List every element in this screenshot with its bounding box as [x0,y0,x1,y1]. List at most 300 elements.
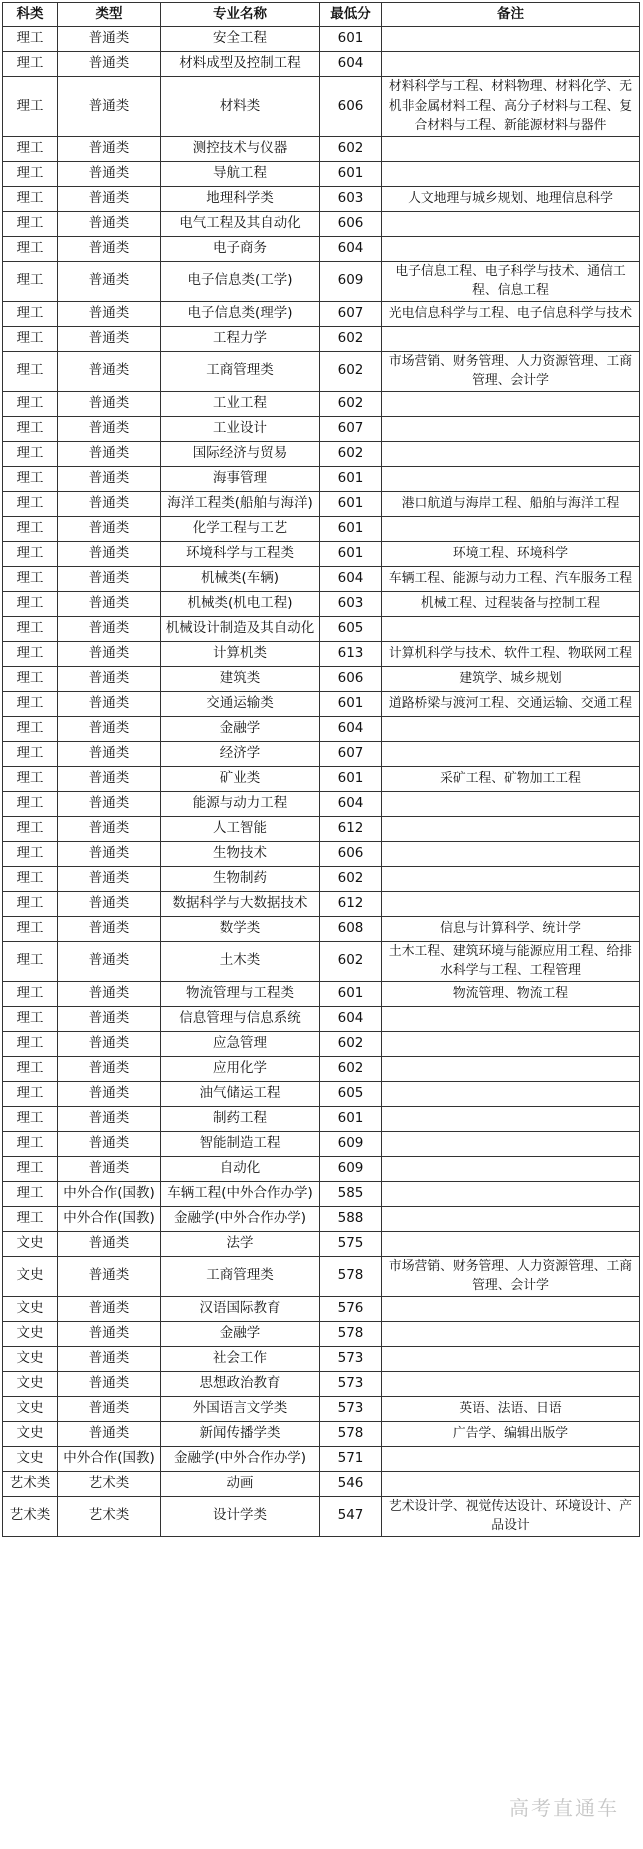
table-row [3,466,640,491]
cell-remarks: 广告学、编辑出版学 [382,1421,640,1446]
cell-type: 普通类 [58,1081,161,1106]
cell-remarks [382,1181,640,1206]
cell-remarks [382,1056,640,1081]
cell-type: 普通类 [58,791,161,816]
cell-remarks: 市场营销、财务管理、人力资源管理、工商管理、会计学 [382,351,640,391]
cell-category: 理工 [3,616,58,641]
cell-min-score: 607 [320,416,382,441]
cell-min-score: 546 [320,1471,382,1496]
cell-major: 机械类(车辆) [161,566,320,591]
cell-category: 理工 [3,941,58,981]
table-row [3,691,640,716]
cell-type: 普通类 [58,261,161,301]
cell-remarks [382,741,640,766]
cell-type: 普通类 [58,1156,161,1181]
cell-remarks [382,1131,640,1156]
cell-major: 生物制药 [161,866,320,891]
cell-category: 理工 [3,236,58,261]
cell-category: 文史 [3,1231,58,1256]
table-row [3,1131,640,1156]
cell-category: 理工 [3,541,58,566]
cell-min-score: 609 [320,1131,382,1156]
cell-remarks [382,1106,640,1131]
cell-category: 理工 [3,891,58,916]
cell-remarks [382,416,640,441]
table-row [3,1471,640,1496]
cell-min-score: 571 [320,1446,382,1471]
table-row [3,27,640,52]
cell-type: 普通类 [58,351,161,391]
cell-remarks: 光电信息科学与工程、电子信息科学与技术 [382,301,640,326]
cell-type: 普通类 [58,1131,161,1156]
cell-min-score: 585 [320,1181,382,1206]
cell-major: 应急管理 [161,1031,320,1056]
cell-min-score: 603 [320,591,382,616]
cell-category: 理工 [3,641,58,666]
cell-min-score: 602 [320,136,382,161]
cell-type: 普通类 [58,766,161,791]
table-row [3,77,640,137]
cell-remarks [382,616,640,641]
cell-type: 普通类 [58,1346,161,1371]
cell-type: 普通类 [58,52,161,77]
cell-major: 土木类 [161,941,320,981]
cell-category: 艺术类 [3,1471,58,1496]
cell-major: 机械设计制造及其自动化 [161,616,320,641]
cell-major: 车辆工程(中外合作办学) [161,1181,320,1206]
table-row [3,136,640,161]
cell-type: 普通类 [58,716,161,741]
cell-remarks: 艺术设计学、视觉传达设计、环境设计、产品设计 [382,1496,640,1536]
cell-type: 艺术类 [58,1471,161,1496]
cell-type: 普通类 [58,566,161,591]
cell-type: 普通类 [58,841,161,866]
cell-remarks [382,326,640,351]
cell-min-score: 602 [320,1031,382,1056]
cell-remarks: 市场营销、财务管理、人力资源管理、工商管理、会计学 [382,1256,640,1296]
cell-major: 国际经济与贸易 [161,441,320,466]
table-row [3,326,640,351]
cell-major: 工商管理类 [161,1256,320,1296]
cell-type: 普通类 [58,616,161,641]
cell-min-score: 609 [320,261,382,301]
cell-min-score: 604 [320,791,382,816]
cell-min-score: 602 [320,866,382,891]
table-row [3,1231,640,1256]
cell-min-score: 575 [320,1231,382,1256]
cell-category: 理工 [3,441,58,466]
cell-type: 普通类 [58,326,161,351]
table-body [3,27,640,1537]
cell-min-score: 607 [320,741,382,766]
cell-remarks [382,1471,640,1496]
cell-category: 文史 [3,1446,58,1471]
cell-remarks [382,1156,640,1181]
table-row [3,1206,640,1231]
cell-major: 导航工程 [161,161,320,186]
cell-remarks [382,1231,640,1256]
cell-category: 文史 [3,1321,58,1346]
cell-min-score: 573 [320,1371,382,1396]
cell-remarks [382,1346,640,1371]
cell-major: 外国语言文学类 [161,1396,320,1421]
table-row [3,1006,640,1031]
cell-type: 普通类 [58,301,161,326]
cell-major: 生物技术 [161,841,320,866]
cell-min-score: 604 [320,716,382,741]
table-row [3,301,640,326]
cell-major: 矿业类 [161,766,320,791]
table-row [3,766,640,791]
admission-score-table [2,2,640,1537]
table-row [3,1446,640,1471]
table-row [3,841,640,866]
cell-major: 金融学(中外合作办学) [161,1446,320,1471]
cell-category: 理工 [3,1056,58,1081]
table-row [3,416,640,441]
cell-type: 普通类 [58,1256,161,1296]
cell-major: 人工智能 [161,816,320,841]
cell-min-score: 604 [320,1006,382,1031]
cell-remarks [382,891,640,916]
cell-min-score: 573 [320,1346,382,1371]
cell-major: 能源与动力工程 [161,791,320,816]
cell-category: 艺术类 [3,1496,58,1536]
cell-remarks: 电子信息工程、电子科学与技术、通信工程、信息工程 [382,261,640,301]
cell-min-score: 605 [320,616,382,641]
cell-remarks [382,211,640,236]
cell-remarks [382,1296,640,1321]
cell-min-score: 576 [320,1296,382,1321]
cell-min-score: 547 [320,1496,382,1536]
cell-major: 交通运输类 [161,691,320,716]
cell-remarks [382,1031,640,1056]
cell-category: 理工 [3,766,58,791]
cell-category: 理工 [3,566,58,591]
table-row [3,261,640,301]
cell-category: 文史 [3,1296,58,1321]
cell-remarks [382,1081,640,1106]
cell-remarks: 道路桥梁与渡河工程、交通运输、交通工程 [382,691,640,716]
cell-min-score: 605 [320,1081,382,1106]
cell-min-score: 604 [320,566,382,591]
cell-major: 智能制造工程 [161,1131,320,1156]
table-row [3,1256,640,1296]
table-row [3,816,640,841]
cell-min-score: 607 [320,301,382,326]
cell-type: 普通类 [58,941,161,981]
cell-major: 工程力学 [161,326,320,351]
table-row [3,1321,640,1346]
cell-type: 普通类 [58,516,161,541]
cell-remarks: 港口航道与海岸工程、船舶与海洋工程 [382,491,640,516]
cell-type: 普通类 [58,161,161,186]
cell-min-score: 604 [320,236,382,261]
table-row [3,186,640,211]
cell-major: 电子信息类(工学) [161,261,320,301]
cell-category: 理工 [3,1156,58,1181]
table-row [3,1181,640,1206]
cell-type: 普通类 [58,916,161,941]
cell-min-score: 603 [320,186,382,211]
cell-min-score: 578 [320,1421,382,1446]
cell-min-score: 602 [320,1056,382,1081]
cell-remarks: 英语、法语、日语 [382,1396,640,1421]
table-row [3,591,640,616]
cell-category: 理工 [3,691,58,716]
cell-category: 理工 [3,591,58,616]
cell-remarks [382,1321,640,1346]
cell-major: 测控技术与仪器 [161,136,320,161]
table-row [3,541,640,566]
table-row [3,391,640,416]
table-row [3,1056,640,1081]
cell-major: 自动化 [161,1156,320,1181]
cell-remarks: 建筑学、城乡规划 [382,666,640,691]
cell-major: 工业工程 [161,391,320,416]
cell-remarks: 采矿工程、矿物加工工程 [382,766,640,791]
cell-category: 理工 [3,1031,58,1056]
table-row [3,716,640,741]
table-row [3,791,640,816]
table-row [3,916,640,941]
cell-category: 理工 [3,816,58,841]
cell-type: 普通类 [58,186,161,211]
table-row [3,1081,640,1106]
cell-category: 理工 [3,866,58,891]
cell-major: 计算机类 [161,641,320,666]
cell-remarks: 材料科学与工程、材料物理、材料化学、无机非金属材料工程、高分子材料与工程、复合材料与工程、新能源材料与器件 [382,77,640,137]
table-row [3,1031,640,1056]
cell-remarks [382,841,640,866]
cell-category: 理工 [3,1181,58,1206]
cell-category: 理工 [3,741,58,766]
cell-remarks [382,816,640,841]
cell-min-score: 608 [320,916,382,941]
cell-remarks [382,466,640,491]
cell-type: 普通类 [58,1031,161,1056]
cell-type: 普通类 [58,1231,161,1256]
cell-type: 普通类 [58,541,161,566]
table-row [3,891,640,916]
cell-type: 普通类 [58,236,161,261]
cell-min-score: 606 [320,841,382,866]
cell-min-score: 573 [320,1396,382,1421]
cell-type: 普通类 [58,1371,161,1396]
table-row [3,1106,640,1131]
table-row [3,491,640,516]
cell-min-score: 578 [320,1321,382,1346]
cell-type: 中外合作(国教) [58,1446,161,1471]
cell-major: 材料成型及控制工程 [161,52,320,77]
cell-type: 普通类 [58,666,161,691]
cell-type: 普通类 [58,1056,161,1081]
cell-category: 理工 [3,466,58,491]
table-row [3,1496,640,1536]
cell-major: 环境科学与工程类 [161,541,320,566]
cell-category: 文史 [3,1256,58,1296]
cell-major: 金融学 [161,716,320,741]
cell-type: 普通类 [58,1321,161,1346]
table-row [3,866,640,891]
cell-category: 理工 [3,52,58,77]
cell-category: 理工 [3,77,58,137]
cell-type: 中外合作(国教) [58,1206,161,1231]
table-row [3,641,640,666]
cell-type: 普通类 [58,691,161,716]
cell-type: 普通类 [58,136,161,161]
cell-remarks [382,516,640,541]
table-row [3,1296,640,1321]
table-row [3,1421,640,1446]
cell-major: 法学 [161,1231,320,1256]
table-row [3,941,640,981]
table-row [3,236,640,261]
cell-major: 电子商务 [161,236,320,261]
cell-major: 海洋工程类(船舶与海洋) [161,491,320,516]
cell-min-score: 606 [320,77,382,137]
cell-type: 普通类 [58,441,161,466]
header-remarks: 备注 [382,3,640,27]
cell-min-score: 588 [320,1206,382,1231]
cell-major: 制药工程 [161,1106,320,1131]
cell-remarks: 土木工程、建筑环境与能源应用工程、给排水科学与工程、工程管理 [382,941,640,981]
cell-category: 理工 [3,1131,58,1156]
cell-type: 普通类 [58,211,161,236]
cell-major: 化学工程与工艺 [161,516,320,541]
cell-major: 材料类 [161,77,320,137]
cell-min-score: 601 [320,766,382,791]
cell-remarks: 机械工程、过程装备与控制工程 [382,591,640,616]
cell-major: 设计学类 [161,1496,320,1536]
cell-remarks [382,1371,640,1396]
cell-major: 应用化学 [161,1056,320,1081]
cell-major: 油气储运工程 [161,1081,320,1106]
cell-major: 思想政治教育 [161,1371,320,1396]
cell-remarks: 信息与计算科学、统计学 [382,916,640,941]
cell-remarks [382,236,640,261]
header-min-score: 最低分 [320,3,382,27]
cell-category: 理工 [3,136,58,161]
cell-type: 艺术类 [58,1496,161,1536]
table-row [3,211,640,236]
cell-type: 普通类 [58,591,161,616]
cell-type: 普通类 [58,866,161,891]
header-type: 类型 [58,3,161,27]
cell-major: 海事管理 [161,466,320,491]
cell-category: 理工 [3,161,58,186]
cell-remarks [382,1006,640,1031]
cell-major: 电气工程及其自动化 [161,211,320,236]
cell-major: 地理科学类 [161,186,320,211]
cell-type: 普通类 [58,77,161,137]
cell-type: 普通类 [58,1421,161,1446]
cell-remarks [382,866,640,891]
cell-min-score: 601 [320,491,382,516]
cell-category: 理工 [3,916,58,941]
cell-category: 文史 [3,1371,58,1396]
cell-category: 理工 [3,261,58,301]
cell-category: 理工 [3,1206,58,1231]
cell-min-score: 578 [320,1256,382,1296]
cell-major: 汉语国际教育 [161,1296,320,1321]
cell-major: 信息管理与信息系统 [161,1006,320,1031]
cell-min-score: 601 [320,1106,382,1131]
cell-remarks [382,161,640,186]
cell-remarks [382,791,640,816]
cell-type: 普通类 [58,27,161,52]
cell-min-score: 601 [320,541,382,566]
cell-major: 新闻传播学类 [161,1421,320,1446]
cell-min-score: 601 [320,466,382,491]
table-row [3,566,640,591]
cell-category: 理工 [3,27,58,52]
cell-min-score: 606 [320,666,382,691]
table-row [3,741,640,766]
table-row [3,1371,640,1396]
cell-category: 理工 [3,1006,58,1031]
cell-major: 机械类(机电工程) [161,591,320,616]
table-header-row [3,3,640,27]
cell-category: 理工 [3,416,58,441]
cell-category: 理工 [3,716,58,741]
cell-remarks [382,716,640,741]
cell-min-score: 601 [320,27,382,52]
cell-min-score: 604 [320,52,382,77]
cell-remarks [382,1206,640,1231]
cell-category: 理工 [3,186,58,211]
cell-min-score: 602 [320,326,382,351]
cell-min-score: 601 [320,161,382,186]
cell-min-score: 602 [320,941,382,981]
table-row [3,351,640,391]
score-table-container [2,2,639,1845]
cell-major: 金融学(中外合作办学) [161,1206,320,1231]
cell-remarks [382,136,640,161]
cell-type: 普通类 [58,491,161,516]
cell-min-score: 606 [320,211,382,236]
cell-major: 安全工程 [161,27,320,52]
cell-category: 理工 [3,981,58,1006]
cell-type: 普通类 [58,891,161,916]
cell-remarks [382,27,640,52]
cell-min-score: 601 [320,981,382,1006]
cell-category: 理工 [3,666,58,691]
cell-min-score: 601 [320,516,382,541]
cell-major: 经济学 [161,741,320,766]
cell-min-score: 613 [320,641,382,666]
cell-type: 普通类 [58,1006,161,1031]
table-row [3,441,640,466]
cell-major: 数据科学与大数据技术 [161,891,320,916]
table-row [3,161,640,186]
table-row [3,981,640,1006]
cell-major: 社会工作 [161,1346,320,1371]
cell-type: 中外合作(国教) [58,1181,161,1206]
cell-type: 普通类 [58,741,161,766]
cell-type: 普通类 [58,816,161,841]
cell-min-score: 612 [320,816,382,841]
cell-min-score: 602 [320,391,382,416]
cell-category: 理工 [3,351,58,391]
cell-major: 工商管理类 [161,351,320,391]
cell-category: 文史 [3,1421,58,1446]
cell-category: 理工 [3,841,58,866]
header-category: 科类 [3,3,58,27]
cell-major: 物流管理与工程类 [161,981,320,1006]
cell-major: 金融学 [161,1321,320,1346]
cell-category: 理工 [3,491,58,516]
